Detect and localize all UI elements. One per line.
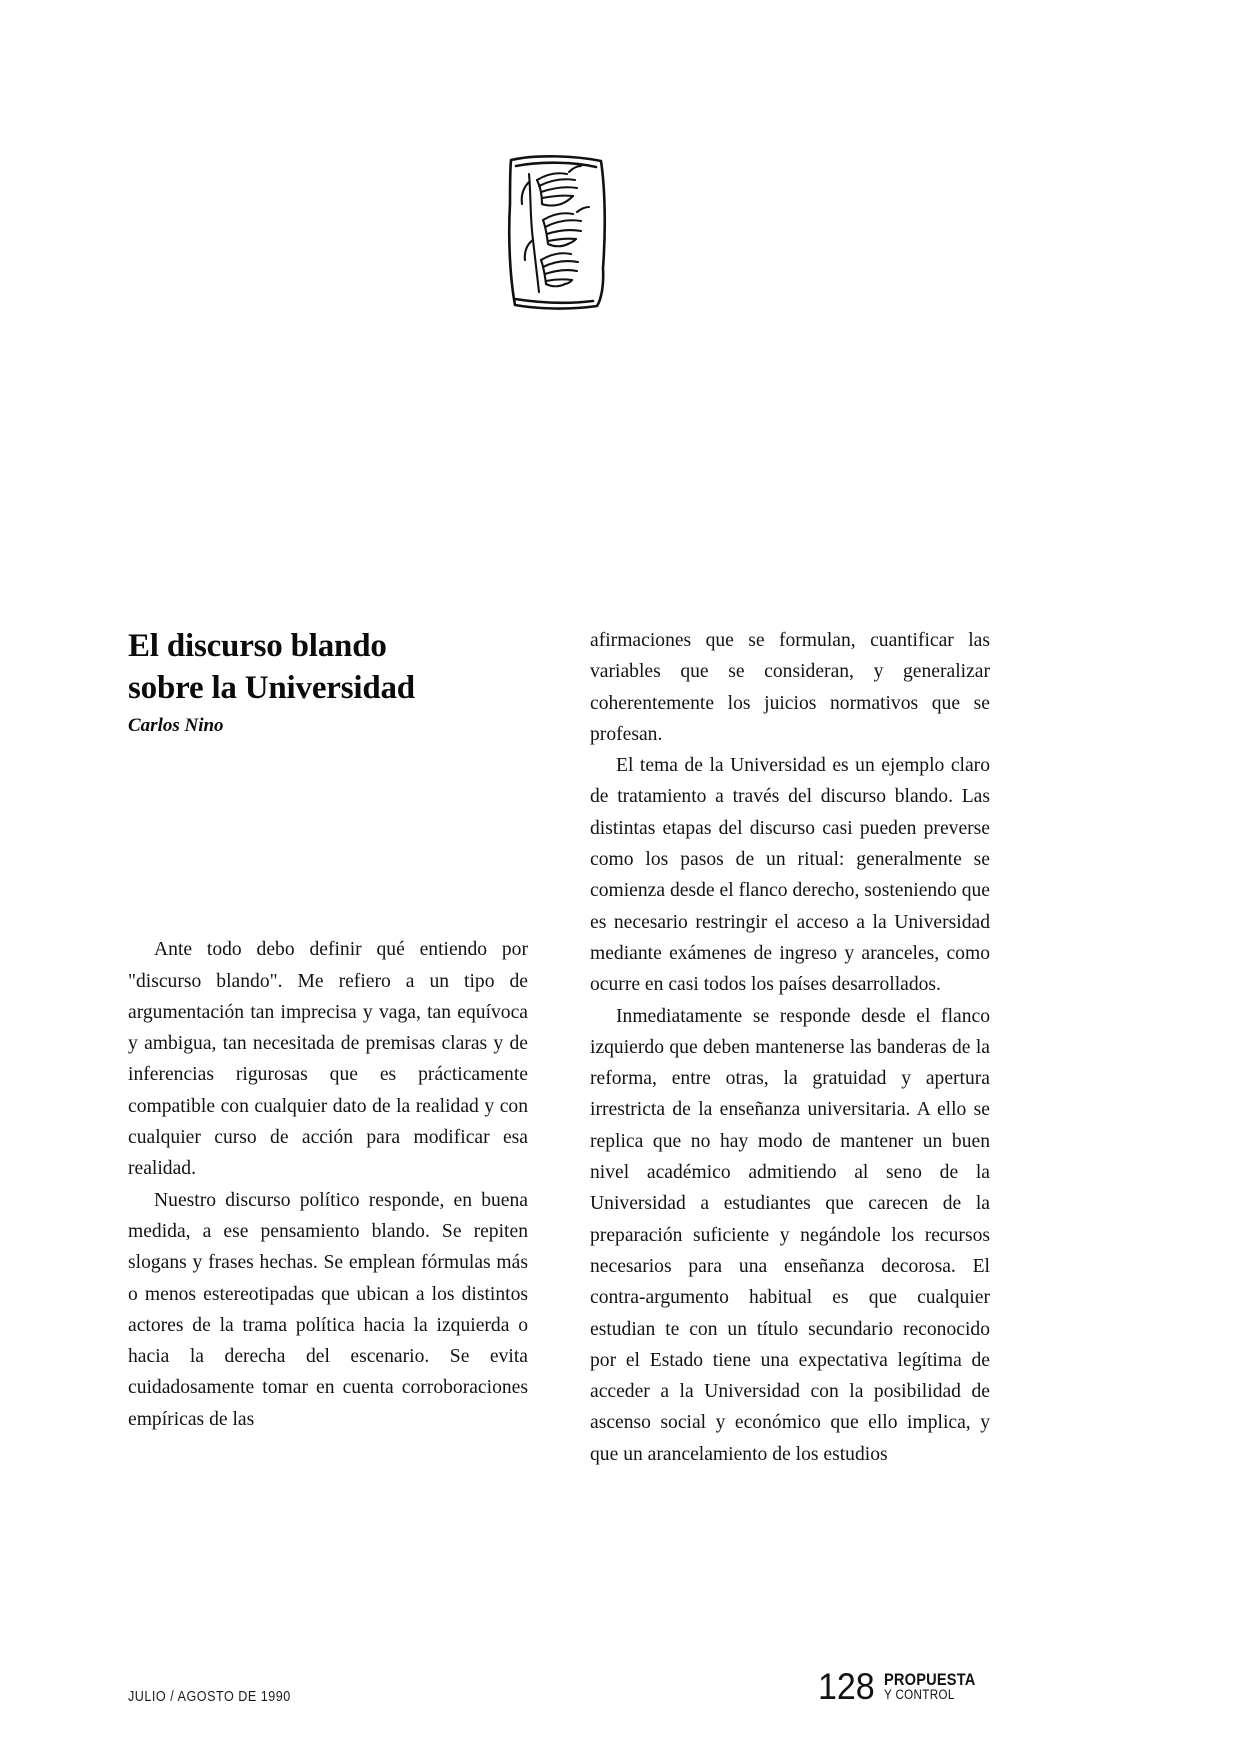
column-left	[128, 625, 528, 1435]
right-column-text	[590, 625, 990, 1470]
page-footer	[128, 1668, 990, 1705]
hands-and-branches-drawing-icon	[497, 148, 615, 318]
title-line-2: sobre la Universidad	[128, 670, 415, 707]
issue-date: JULIO / AGOSTO DE 1990	[128, 1688, 291, 1705]
paragraph: El tema de la Universidad es un ejemplo claro de tratamiento a través del discurso blando. Las distintas etapas del discurso casi pueden preverse como los pasos de un ritual: generalmente se comienza desde el flanco derecho, sosteniendo que es necesario restringir el acceso a la Universidad mediante exámenes de ingreso y aranceles, como ocurre en casi todos los países desarrollados.	[590, 755, 990, 996]
masthead-line-1: PROPUESTA	[883, 1669, 976, 1689]
paragraph: Nuestro discurso político responde, en buena medida, a ese pensamiento blando. Se repiten slogans y frases hechas. Se emplean fórmulas más o menos estereotipadas que ubican a los distintos actores de la trama política hacia la izquierda o hacia la derecha del escenario. Se evita cuidadosamente tomar en cuenta corroboraciones empíricas de las	[128, 1189, 528, 1430]
masthead-line-2: Y CONTROL	[883, 1687, 955, 1703]
column-right	[590, 625, 990, 1470]
page-number: 128	[817, 1666, 875, 1707]
paragraph: Ante todo debo definir qué entiendo por "discurso blando". Me refiero a un tipo de argumentación tan imprecisa y vaga, tan equívoca y ambigua, tan necesitada de premisas claras y de inferencias rigurosas que es prácticamente compatible con cualquier dato de la realidad y con cualquier curso de acción para modificar esa realidad.	[128, 939, 528, 1180]
article-body	[128, 625, 990, 1465]
left-column-text	[128, 934, 528, 1435]
title-line-1: El discurso blando	[128, 628, 387, 664]
article-author: Carlos Nino	[128, 715, 224, 737]
footer-masthead-group	[813, 1668, 990, 1705]
paragraph: Inmediatamente se responde desde el flanco izquierdo que deben mantenerse las banderas de la reforma, entre otras, la gratuidad y apertura irrestricta de la enseñanza universitaria. A ello se replica que no hay modo de mantener un buen nivel académico admitiendo al seno de la Universidad a estudiantes que carecen de la preparación suficiente y negándole los recursos necesarios para una enseñanza decorosa. El contra-argumento habitual es que cualquier estudian te con un título secundario reconocido por el Estado tiene una expectativa legítima de acceder a la Universidad con la posibilidad de ascenso social y económico que ello implica, y que un arancelamiento de los estudios	[590, 1005, 990, 1465]
paragraph: afirmaciones que se formulan, cuantificar las variables que se consideran, y generalizar coherentemente los juicios normativos que se profesan.	[590, 630, 990, 745]
page-title	[128, 625, 528, 709]
publication-masthead	[884, 1671, 975, 1702]
